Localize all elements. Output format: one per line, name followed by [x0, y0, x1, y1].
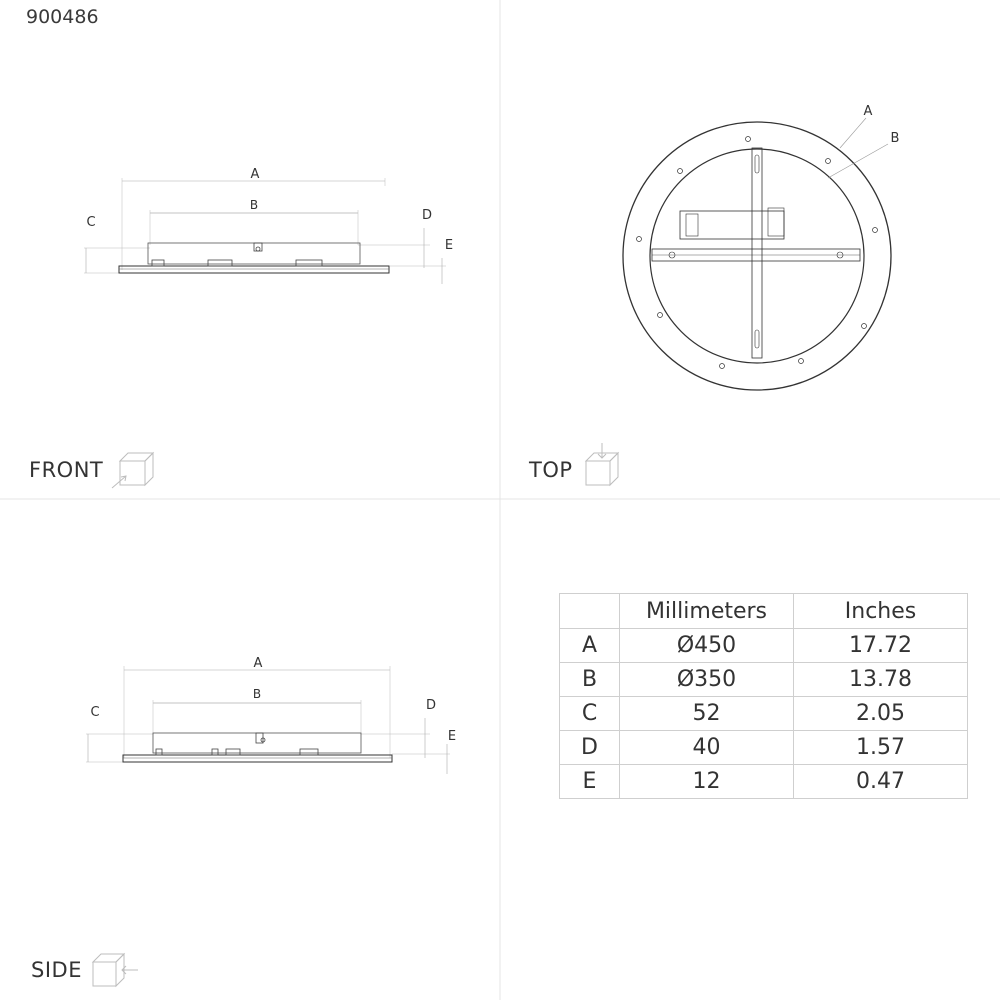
row-inch: 17.72: [794, 629, 968, 663]
top-view-label: TOP: [529, 458, 573, 482]
row-inch: 13.78: [794, 663, 968, 697]
row-inch: 0.47: [794, 765, 968, 799]
front-dim-letter-e: E: [444, 238, 454, 253]
row-inch: 2.05: [794, 697, 968, 731]
top-view: [623, 118, 891, 390]
side-dim-letter-d: D: [425, 698, 437, 713]
top-dim-letter-a: A: [863, 104, 873, 119]
row-mm: 40: [620, 731, 794, 765]
row-letter: D: [560, 731, 620, 765]
table-row: [560, 765, 968, 799]
row-letter: B: [560, 663, 620, 697]
row-letter: A: [560, 629, 620, 663]
front-view-cube-icon: [112, 453, 153, 488]
side-view: [86, 666, 450, 774]
row-mm: 12: [620, 765, 794, 799]
table-header-row: [560, 594, 968, 629]
table-row: [560, 697, 968, 731]
front-dim-letter-b: B: [249, 198, 259, 212]
row-mm: 52: [620, 697, 794, 731]
side-dim-letter-b: B: [252, 687, 262, 701]
row-letter: E: [560, 765, 620, 799]
header-inches: Inches: [794, 594, 968, 629]
table-row: [560, 731, 968, 765]
row-mm: Ø450: [620, 629, 794, 663]
side-dim-letter-c: C: [90, 705, 100, 720]
row-letter: C: [560, 697, 620, 731]
front-view: [84, 178, 446, 284]
top-view-cube-icon: [586, 443, 618, 485]
table-row: [560, 663, 968, 697]
side-view-label: SIDE: [31, 958, 82, 982]
row-inch: 1.57: [794, 731, 968, 765]
side-dim-letter-e: E: [447, 729, 457, 744]
table-row: [560, 629, 968, 663]
header-blank: [560, 594, 620, 629]
dimensions-table: [559, 593, 968, 799]
side-view-cube-icon: [93, 954, 138, 986]
product-code: 900486: [26, 6, 99, 28]
header-millimeters: Millimeters: [620, 594, 794, 629]
front-dim-letter-a: A: [250, 167, 260, 182]
top-dim-letter-b: B: [890, 131, 900, 146]
front-dim-letter-d: D: [421, 208, 433, 223]
side-dim-letter-a: A: [253, 656, 263, 671]
row-mm: Ø350: [620, 663, 794, 697]
front-view-label: FRONT: [29, 458, 104, 482]
front-dim-letter-c: C: [86, 215, 96, 230]
